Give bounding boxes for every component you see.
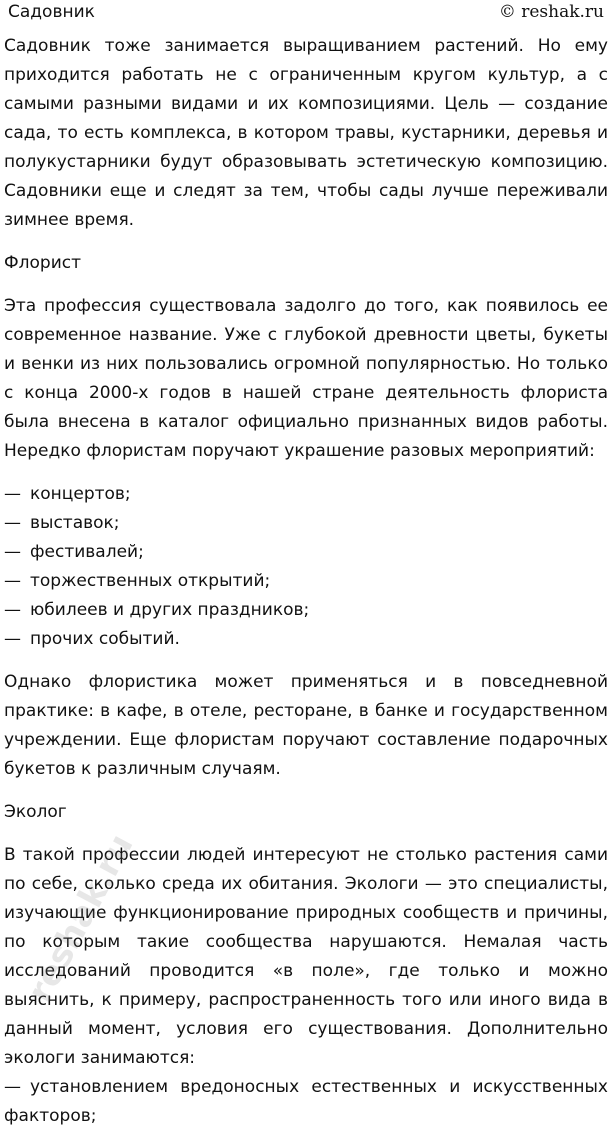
list-dash: — <box>4 1077 21 1097</box>
page-title: Садовник <box>8 2 95 22</box>
list-dash: — <box>4 629 21 649</box>
list-item <box>4 509 608 538</box>
florist-paragraph: Эта профессия существовала задолго до того, как появилось ее современное название. Уже с глубокой древности цветы, букеты и венки из них пользовались огромной популярностью. Но только с конца 2000-х годов в нашей стране деятельность флориста была внесена в каталог официально признанных видов работы. Нередко флористам поручают украшение разовых мероприятий: <box>4 296 608 461</box>
ecologist-heading: Эколог <box>4 802 67 822</box>
list-item-text: концертов; <box>30 484 131 504</box>
list-item <box>4 625 608 654</box>
list-dash: — <box>4 513 21 533</box>
source-label[interactable]: © reshak.ru <box>498 2 604 22</box>
list-dash: — <box>4 542 21 562</box>
florist-paragraph-2: Однако флористика может применяться и в повседневной практике: в кафе, в отеле, ресторане, в банке и государственном учреждении. Еще флористам поручают составление подарочных букетов к различным случаям. <box>4 672 608 779</box>
list-item <box>4 567 608 596</box>
ecologist-tasks-list <box>4 1073 608 1131</box>
list-item-text: торжественных открытий; <box>30 571 271 591</box>
list-item-text: юбилеев и других праздников; <box>30 600 310 620</box>
gardener-paragraph: Садовник тоже занимается выращиванием растений. Но ему приходится работать не с ограниченным кругом культур, а с самыми разными видами и их композициями. Цель — создание сада, то есть комплекса, в котором травы, кустарники, деревья и полукустарники будут образовывать эстетическую композицию. Садовники еще и следят за тем, чтобы сады лучше переживали зимнее время. <box>4 36 608 230</box>
watermark: reshak.ru <box>20 827 142 1009</box>
list-item-text: установлением вредоносных естественных и искусственных факторов; <box>4 1077 608 1126</box>
list-item <box>4 1073 608 1131</box>
list-item <box>4 480 608 509</box>
list-item <box>4 596 608 625</box>
list-dash: — <box>4 571 21 591</box>
ecologist-paragraph: В такой профессии людей интересуют не столько растения сами по себе, сколько среда их обитания. Экологи — это специалисты, изучающие функционирование природных сообществ и причины, по которым такие сообщества нарушаются. Немалая часть исследований проводится «в поле», где только и можно выяснить, к примеру, распространенность того или иного вида в данный момент, условия его существования. Дополнительно экологи занимаются: <box>4 845 608 1068</box>
florist-events-list <box>4 480 608 654</box>
list-item <box>4 538 608 567</box>
florist-heading: Флорист <box>4 253 81 273</box>
list-item-text: выставок; <box>30 513 120 533</box>
list-item-text: фестивалей; <box>30 542 144 562</box>
list-item-text: прочих событий. <box>30 629 180 649</box>
page-header <box>4 0 608 32</box>
list-dash: — <box>4 484 21 504</box>
list-dash: — <box>4 600 21 620</box>
